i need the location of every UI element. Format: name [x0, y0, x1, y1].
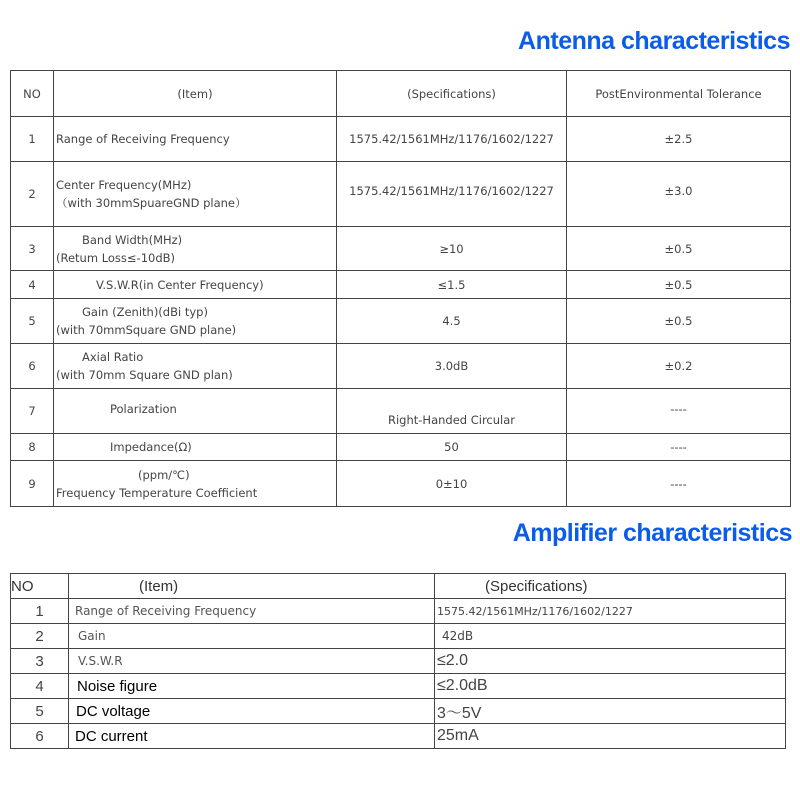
- row-item: Range of Receiving Frequency: [69, 599, 435, 624]
- row-no: 3: [11, 227, 54, 271]
- row-no: 5: [11, 699, 69, 724]
- table-row: [11, 227, 791, 271]
- row-spec: 3.0dB: [337, 344, 567, 389]
- item-line1: Impedance(Ω): [110, 440, 192, 454]
- row-item: DC voltage: [69, 699, 435, 724]
- table-row: [11, 162, 791, 227]
- row-item: [54, 299, 337, 344]
- row-no: 2: [11, 162, 54, 227]
- row-item: Noise figure: [69, 674, 435, 699]
- table-row: [11, 434, 791, 461]
- row-item: [54, 344, 337, 389]
- row-tolerance: ±0.5: [567, 271, 791, 299]
- amplifier-table: [10, 573, 786, 749]
- row-spec: ≥10: [337, 227, 567, 271]
- header-spec: (Specifications): [337, 71, 567, 117]
- row-item: V.S.W.R: [69, 649, 435, 674]
- header-spec: (Specifications): [435, 574, 786, 599]
- antenna-table: [10, 70, 791, 507]
- row-spec: ≤1.5: [337, 271, 567, 299]
- row-spec: 4.5: [337, 299, 567, 344]
- table-row: [11, 117, 791, 162]
- table-row: [11, 674, 786, 699]
- item-line1: (ppm/℃): [138, 467, 190, 482]
- table-row: [11, 624, 786, 649]
- row-spec: 25mA: [435, 724, 786, 749]
- header-item: (Item): [54, 71, 337, 117]
- table-row: [11, 344, 791, 389]
- row-spec: Right-Handed Circular: [337, 389, 567, 434]
- row-item: [54, 461, 337, 507]
- item-line2: （with 30mmSpuareGND plane）: [56, 196, 247, 210]
- header-tolerance: PostEnvironmental Tolerance: [567, 71, 791, 117]
- item-line1: Range of Receiving Frequency: [56, 132, 230, 146]
- row-tolerance: ±0.2: [567, 344, 791, 389]
- row-item: [54, 117, 337, 162]
- item-line2: (with 70mm Square GND plan): [56, 368, 233, 382]
- row-no: 4: [11, 271, 54, 299]
- row-spec: ≤2.0dB: [435, 674, 786, 699]
- row-spec: 1575.42/1561MHz/1176/1602/1227: [337, 117, 567, 162]
- row-tolerance: ±0.5: [567, 299, 791, 344]
- item-line2: (Retum Loss≤-10dB): [56, 250, 176, 265]
- item-line2: Frequency Temperature Coefficient: [56, 485, 258, 500]
- row-item: [54, 389, 337, 434]
- table-row: [11, 649, 786, 674]
- table-row: [11, 461, 791, 507]
- row-spec: 1575.42/1561MHz/1176/1602/1227: [337, 162, 567, 227]
- header-no: NO: [11, 574, 69, 599]
- row-no: 2: [11, 624, 69, 649]
- item-line1: Gain (Zenith)(dBi typ): [82, 305, 208, 319]
- row-item: Gain: [69, 624, 435, 649]
- row-item: [54, 162, 337, 227]
- row-no: 4: [11, 674, 69, 699]
- table-row: [11, 724, 786, 749]
- table-header-row: [11, 574, 786, 599]
- header-no: NO: [11, 71, 54, 117]
- row-tolerance: ±0.5: [567, 227, 791, 271]
- row-spec: 3～5V: [435, 699, 786, 724]
- row-spec: 0±10: [337, 461, 567, 507]
- row-no: 8: [11, 434, 54, 461]
- row-spec: 1575.42/1561MHz/1176/1602/1227: [435, 599, 786, 624]
- row-no: 6: [11, 724, 69, 749]
- table-row: [11, 699, 786, 724]
- row-tolerance: ----: [567, 434, 791, 461]
- row-item: [54, 271, 337, 299]
- row-spec: 50: [337, 434, 567, 461]
- table-header-row: [11, 71, 791, 117]
- item-line1: V.S.W.R(in Center Frequency): [96, 277, 264, 292]
- item-line1: Center Frequency(MHz): [56, 178, 192, 192]
- row-spec: ≤2.0: [435, 649, 786, 674]
- table-row: [11, 599, 786, 624]
- row-spec: 42dB: [435, 624, 786, 649]
- table-row: [11, 389, 791, 434]
- item-line1: Band Width(MHz): [82, 232, 183, 247]
- row-tolerance: ----: [567, 389, 791, 434]
- antenna-section-title: Antenna characteristics: [518, 27, 790, 55]
- row-no: 5: [11, 299, 54, 344]
- row-no: 6: [11, 344, 54, 389]
- row-no: 9: [11, 461, 54, 507]
- header-item: (Item): [69, 574, 435, 599]
- amplifier-section-title: Amplifier characteristics: [512, 519, 792, 547]
- row-item: [54, 434, 337, 461]
- row-item: [54, 227, 337, 271]
- table-row: [11, 271, 791, 299]
- row-no: 1: [11, 599, 69, 624]
- row-tolerance: ±2.5: [567, 117, 791, 162]
- table-row: [11, 299, 791, 344]
- row-no: 1: [11, 117, 54, 162]
- item-line2: (with 70mmSquare GND plane): [56, 323, 237, 337]
- item-line1: Axial Ratio: [82, 350, 144, 364]
- row-item: DC current: [69, 724, 435, 749]
- item-line1: Polarization: [110, 402, 177, 416]
- row-no: 7: [11, 389, 54, 434]
- row-tolerance: ±3.0: [567, 162, 791, 227]
- row-tolerance: ----: [567, 461, 791, 507]
- row-no: 3: [11, 649, 69, 674]
